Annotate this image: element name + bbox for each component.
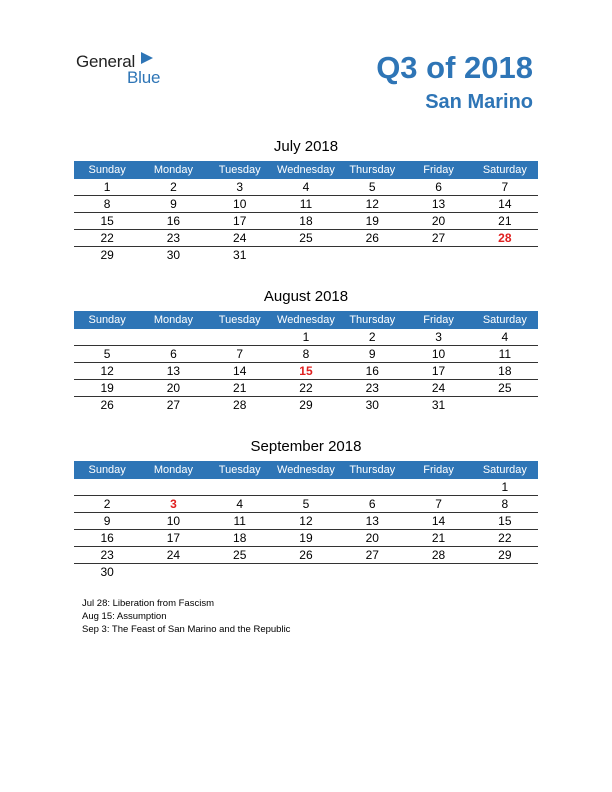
day-cell: [339, 247, 405, 263]
logo-word-general: General: [76, 52, 136, 71]
day-cell: [273, 479, 339, 495]
day-cell: 1: [103, 180, 111, 194]
day-cell: 25: [299, 231, 313, 245]
day-cell: 21: [431, 531, 446, 545]
day-cell: 24: [233, 231, 247, 245]
day-cell: 1: [501, 480, 509, 494]
day-cell: 14: [233, 364, 247, 378]
logo: [76, 52, 186, 92]
day-cell: 21: [498, 214, 512, 228]
day-cell: [339, 564, 405, 580]
weekday-label: Monday: [153, 314, 193, 326]
day-cell: 8: [103, 197, 111, 211]
day-cell: 17: [233, 214, 247, 228]
day-cell: 2: [368, 330, 376, 344]
day-cell: [472, 397, 538, 413]
weekday-label: Friday: [423, 314, 454, 326]
weekday-label: Tuesday: [218, 464, 261, 476]
month-calendar: [74, 287, 538, 413]
day-cell: 19: [100, 381, 114, 395]
day-cell: 30: [365, 398, 379, 412]
week-row: [74, 397, 538, 413]
month-title: September 2018: [250, 438, 362, 455]
day-cell: 12: [299, 514, 313, 528]
day-cell: 12: [100, 364, 114, 378]
day-cell: 18: [299, 214, 313, 228]
quarter-title: Q3 of 2018: [376, 50, 533, 85]
day-cell: 4: [501, 330, 509, 344]
weekday-label: Tuesday: [218, 164, 261, 176]
holiday-notes: [82, 597, 290, 636]
holiday-note: Jul 28: Liberation from Fascism: [82, 598, 214, 609]
holiday-note: Sep 3: The Feast of San Marino and the Republic: [82, 624, 291, 635]
weekday-label: Friday: [423, 464, 454, 476]
day-cell: 8: [302, 347, 310, 361]
weekday-label: Monday: [153, 464, 193, 476]
day-cell: 21: [233, 381, 247, 395]
weekday-label: Wednesday: [277, 464, 335, 476]
week-row: [74, 547, 538, 564]
weekday-label: Thursday: [349, 464, 396, 476]
weekday-label: Sunday: [88, 464, 126, 476]
day-cell: 29: [100, 248, 114, 262]
day-cell: 23: [166, 231, 181, 245]
day-cell: 6: [170, 347, 177, 361]
day-cell: 19: [365, 214, 379, 228]
day-cell: 18: [233, 531, 247, 545]
day-cell: 17: [431, 364, 446, 378]
day-cell: [472, 564, 538, 580]
day-cell: [405, 247, 471, 263]
week-row: [74, 363, 538, 380]
day-cell: 14: [431, 514, 446, 528]
day-cell: 30: [166, 248, 181, 262]
day-cell: 27: [166, 398, 181, 412]
day-cell: 9: [103, 514, 111, 528]
day-cell: [405, 479, 471, 495]
week-row: [74, 329, 538, 346]
day-cell: 16: [166, 214, 181, 228]
month-title: August 2018: [263, 288, 349, 305]
day-cell: 24: [166, 548, 181, 562]
week-row: [74, 213, 538, 230]
day-cell: [339, 479, 405, 495]
day-cell: 13: [431, 197, 446, 211]
day-cell: [74, 479, 140, 495]
day-cell: [140, 564, 206, 580]
weekday-label: Friday: [423, 164, 454, 176]
day-cell: [472, 247, 538, 263]
day-cell: [207, 479, 273, 495]
day-cell: 13: [365, 514, 379, 528]
weekday-label: Thursday: [349, 314, 396, 326]
month-calendar: [74, 137, 538, 263]
day-cell: [140, 329, 206, 345]
day-cell: 10: [233, 197, 247, 211]
week-row: [74, 496, 538, 513]
weekday-label: Monday: [153, 164, 193, 176]
day-cell: 7: [501, 180, 509, 194]
day-cell: 31: [431, 398, 446, 412]
day-cell: 3: [236, 180, 244, 194]
weekday-label: Wednesday: [277, 164, 335, 176]
week-row: [74, 380, 538, 397]
day-cell: [405, 564, 471, 580]
day-cell: 23: [365, 381, 379, 395]
weekday-header: [74, 311, 538, 329]
month-title: July 2018: [273, 138, 339, 155]
weekday-label: Tuesday: [218, 314, 261, 326]
day-cell: 15: [498, 514, 512, 528]
holiday-day-cell: 28: [498, 231, 512, 245]
week-row: [74, 196, 538, 213]
day-cell: 31: [233, 248, 247, 262]
day-cell: 11: [299, 197, 313, 211]
country-name: San Marino: [425, 91, 533, 113]
week-row: [74, 564, 538, 580]
day-cell: 5: [103, 347, 111, 361]
day-cell: [207, 564, 273, 580]
week-row: [74, 346, 538, 363]
day-cell: 2: [170, 180, 177, 194]
day-cell: 29: [498, 548, 512, 562]
day-cell: [273, 247, 339, 263]
day-cell: 10: [166, 514, 181, 528]
weekday-label: Wednesday: [277, 314, 335, 326]
day-cell: 22: [299, 381, 313, 395]
day-cell: 28: [233, 398, 247, 412]
weekday-label: Thursday: [349, 164, 396, 176]
day-cell: 15: [100, 214, 114, 228]
day-cell: 14: [498, 197, 512, 211]
day-cell: 11: [233, 514, 246, 528]
day-cell: [140, 479, 206, 495]
day-cell: 20: [365, 531, 379, 545]
day-cell: 16: [365, 364, 379, 378]
day-cell: 23: [100, 548, 114, 562]
day-cell: [74, 329, 140, 345]
weekday-header: [74, 461, 538, 479]
day-cell: 19: [299, 531, 313, 545]
day-cell: 20: [431, 214, 446, 228]
day-cell: 5: [368, 180, 376, 194]
day-cell: 4: [302, 180, 310, 194]
day-cell: [207, 329, 273, 345]
day-cell: 11: [498, 347, 512, 361]
day-cell: 2: [103, 497, 111, 511]
weekday-label: Sunday: [88, 314, 126, 326]
day-cell: 22: [100, 231, 114, 245]
week-row: [74, 513, 538, 530]
day-cell: 26: [100, 398, 114, 412]
day-cell: 25: [233, 548, 247, 562]
day-cell: 28: [431, 548, 446, 562]
day-cell: 27: [431, 231, 446, 245]
day-cell: 26: [299, 548, 313, 562]
day-cell: 12: [365, 197, 379, 211]
day-cell: 5: [302, 497, 310, 511]
day-cell: 3: [435, 330, 442, 344]
day-cell: 8: [501, 497, 509, 511]
day-cell: 16: [100, 531, 114, 545]
week-row: [74, 530, 538, 547]
day-cell: 24: [431, 381, 446, 395]
weekday-label: Saturday: [482, 164, 527, 176]
day-cell: 9: [368, 347, 376, 361]
day-cell: 17: [166, 531, 181, 545]
weekday-label: Saturday: [482, 464, 527, 476]
weekday-label: Sunday: [88, 164, 126, 176]
day-cell: 7: [435, 497, 442, 511]
day-cell: 30: [100, 565, 114, 579]
weekday-label: Saturday: [482, 314, 527, 326]
week-row: [74, 230, 538, 247]
day-cell: 4: [236, 497, 244, 511]
holiday-day-cell: 3: [170, 497, 177, 511]
day-cell: 18: [498, 364, 512, 378]
day-cell: 25: [498, 381, 512, 395]
day-cell: 13: [166, 364, 181, 378]
day-cell: 1: [302, 330, 310, 344]
day-cell: 22: [498, 531, 512, 545]
week-row: [74, 247, 538, 263]
day-cell: 7: [236, 347, 244, 361]
day-cell: 10: [431, 347, 446, 361]
day-cell: [273, 564, 339, 580]
logo-word-blue: Blue: [127, 68, 161, 87]
month-calendar: [74, 437, 538, 580]
day-cell: 29: [299, 398, 313, 412]
holiday-day-cell: 15: [299, 364, 313, 378]
day-cell: 6: [368, 497, 376, 511]
logo-triangle-icon: [141, 52, 153, 64]
week-row: [74, 179, 538, 196]
day-cell: 20: [166, 381, 181, 395]
day-cell: 9: [170, 197, 177, 211]
day-cell: 27: [365, 548, 379, 562]
holiday-note: Aug 15: Assumption: [82, 611, 167, 622]
day-cell: 6: [435, 180, 442, 194]
weekday-header: [74, 161, 538, 179]
week-row: [74, 479, 538, 496]
day-cell: 26: [365, 231, 379, 245]
